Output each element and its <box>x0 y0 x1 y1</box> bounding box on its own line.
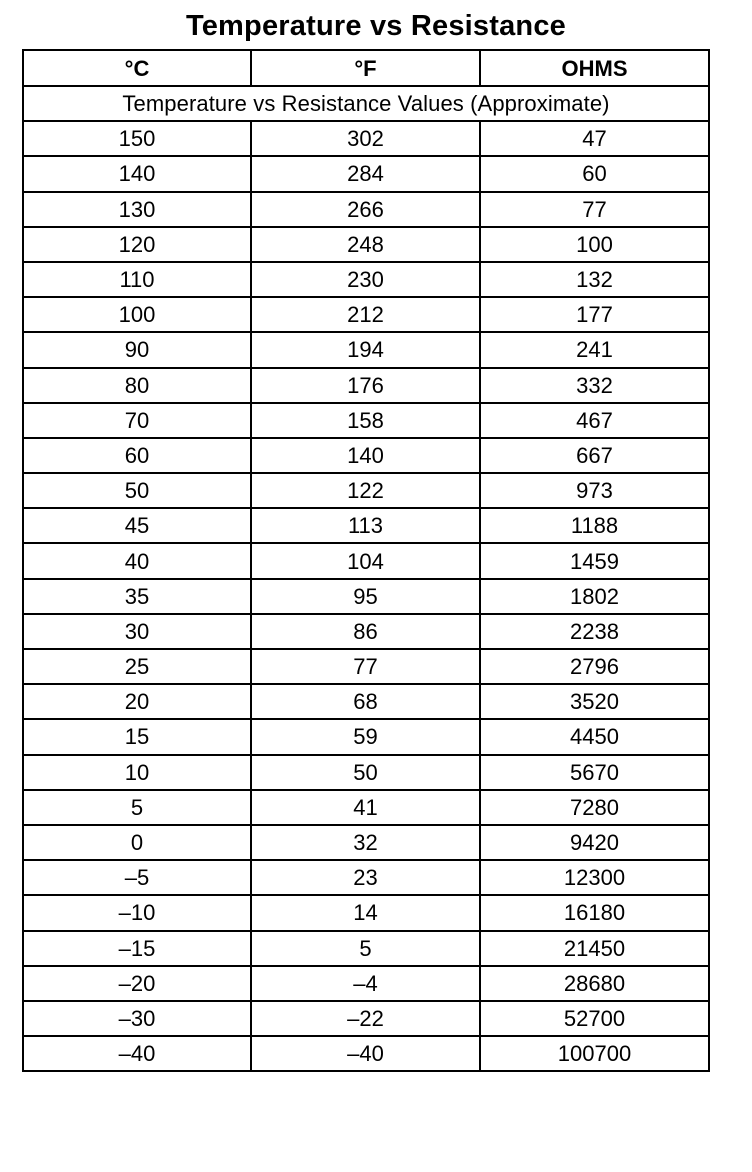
cell-celsius: –10 <box>23 895 251 930</box>
cell-fahrenheit: 230 <box>251 262 480 297</box>
resistance-table <box>22 49 710 1072</box>
cell-fahrenheit: 302 <box>251 121 480 156</box>
table-row <box>23 332 709 367</box>
cell-fahrenheit: 113 <box>251 508 480 543</box>
page-title: Temperature vs Resistance <box>185 10 567 42</box>
cell-ohms: 4450 <box>480 719 709 754</box>
cell-fahrenheit: –4 <box>251 966 480 1001</box>
table-row <box>23 1001 709 1036</box>
cell-ohms: 5670 <box>480 755 709 790</box>
cell-celsius: 100 <box>23 297 251 332</box>
cell-fahrenheit: –22 <box>251 1001 480 1036</box>
cell-ohms: 7280 <box>480 790 709 825</box>
cell-fahrenheit: 95 <box>251 579 480 614</box>
table-row <box>23 297 709 332</box>
cell-fahrenheit: 176 <box>251 368 480 403</box>
cell-fahrenheit: 5 <box>251 931 480 966</box>
cell-ohms: 241 <box>480 332 709 367</box>
table-subtitle: Temperature vs Resistance Values (Approximate) <box>23 86 709 121</box>
cell-celsius: 60 <box>23 438 251 473</box>
cell-fahrenheit: 77 <box>251 649 480 684</box>
table-row <box>23 1036 709 1071</box>
cell-fahrenheit: 59 <box>251 719 480 754</box>
cell-fahrenheit: 284 <box>251 156 480 191</box>
table-row <box>23 931 709 966</box>
cell-ohms: 132 <box>480 262 709 297</box>
cell-fahrenheit: 104 <box>251 543 480 578</box>
table-row <box>23 543 709 578</box>
cell-celsius: 50 <box>23 473 251 508</box>
table-row <box>23 262 709 297</box>
cell-ohms: 1459 <box>480 543 709 578</box>
table-row <box>23 790 709 825</box>
cell-celsius: 5 <box>23 790 251 825</box>
cell-ohms: 100 <box>480 227 709 262</box>
header-row <box>23 50 709 86</box>
cell-ohms: 467 <box>480 403 709 438</box>
cell-celsius: 15 <box>23 719 251 754</box>
table-row <box>23 227 709 262</box>
table-row <box>23 368 709 403</box>
table-row <box>23 192 709 227</box>
cell-ohms: 667 <box>480 438 709 473</box>
cell-ohms: 177 <box>480 297 709 332</box>
table-row <box>23 649 709 684</box>
cell-celsius: –30 <box>23 1001 251 1036</box>
cell-fahrenheit: 248 <box>251 227 480 262</box>
cell-ohms: 16180 <box>480 895 709 930</box>
cell-fahrenheit: 50 <box>251 755 480 790</box>
cell-celsius: 120 <box>23 227 251 262</box>
cell-celsius: 150 <box>23 121 251 156</box>
cell-celsius: 35 <box>23 579 251 614</box>
cell-ohms: 3520 <box>480 684 709 719</box>
cell-celsius: 0 <box>23 825 251 860</box>
column-header-ohms: OHMS <box>480 50 709 86</box>
table-row <box>23 719 709 754</box>
table-row <box>23 579 709 614</box>
cell-fahrenheit: 158 <box>251 403 480 438</box>
cell-celsius: –5 <box>23 860 251 895</box>
cell-fahrenheit: 86 <box>251 614 480 649</box>
cell-fahrenheit: 140 <box>251 438 480 473</box>
cell-ohms: 1188 <box>480 508 709 543</box>
cell-ohms: 52700 <box>480 1001 709 1036</box>
table-row <box>23 508 709 543</box>
cell-celsius: 80 <box>23 368 251 403</box>
table-row <box>23 684 709 719</box>
cell-celsius: 40 <box>23 543 251 578</box>
cell-fahrenheit: 14 <box>251 895 480 930</box>
cell-celsius: –40 <box>23 1036 251 1071</box>
cell-fahrenheit: –40 <box>251 1036 480 1071</box>
cell-celsius: 130 <box>23 192 251 227</box>
cell-fahrenheit: 68 <box>251 684 480 719</box>
cell-ohms: 1802 <box>480 579 709 614</box>
table-row <box>23 895 709 930</box>
cell-ohms: 28680 <box>480 966 709 1001</box>
cell-ohms: 60 <box>480 156 709 191</box>
column-header-celsius: °C <box>23 50 251 86</box>
cell-ohms: 973 <box>480 473 709 508</box>
table-body <box>23 86 709 1071</box>
cell-ohms: 77 <box>480 192 709 227</box>
cell-ohms: 21450 <box>480 931 709 966</box>
cell-celsius: 20 <box>23 684 251 719</box>
cell-ohms: 2796 <box>480 649 709 684</box>
cell-ohms: 47 <box>480 121 709 156</box>
table-row <box>23 825 709 860</box>
column-header-fahrenheit: °F <box>251 50 480 86</box>
cell-celsius: 90 <box>23 332 251 367</box>
table-row <box>23 403 709 438</box>
table-row <box>23 473 709 508</box>
table-row <box>23 860 709 895</box>
cell-fahrenheit: 194 <box>251 332 480 367</box>
cell-ohms: 332 <box>480 368 709 403</box>
cell-celsius: 70 <box>23 403 251 438</box>
cell-celsius: 30 <box>23 614 251 649</box>
cell-fahrenheit: 266 <box>251 192 480 227</box>
cell-ohms: 2238 <box>480 614 709 649</box>
cell-celsius: –20 <box>23 966 251 1001</box>
table-row <box>23 438 709 473</box>
cell-fahrenheit: 32 <box>251 825 480 860</box>
cell-fahrenheit: 212 <box>251 297 480 332</box>
table-row <box>23 121 709 156</box>
cell-fahrenheit: 23 <box>251 860 480 895</box>
subtitle-row <box>23 86 709 121</box>
cell-ohms: 100700 <box>480 1036 709 1071</box>
cell-fahrenheit: 41 <box>251 790 480 825</box>
cell-celsius: 10 <box>23 755 251 790</box>
cell-celsius: 140 <box>23 156 251 191</box>
table-row <box>23 614 709 649</box>
cell-ohms: 12300 <box>480 860 709 895</box>
table-row <box>23 755 709 790</box>
cell-celsius: –15 <box>23 931 251 966</box>
cell-celsius: 45 <box>23 508 251 543</box>
cell-fahrenheit: 122 <box>251 473 480 508</box>
cell-celsius: 25 <box>23 649 251 684</box>
table-header <box>23 50 709 86</box>
cell-celsius: 110 <box>23 262 251 297</box>
table-row <box>23 156 709 191</box>
cell-ohms: 9420 <box>480 825 709 860</box>
table-row <box>23 966 709 1001</box>
